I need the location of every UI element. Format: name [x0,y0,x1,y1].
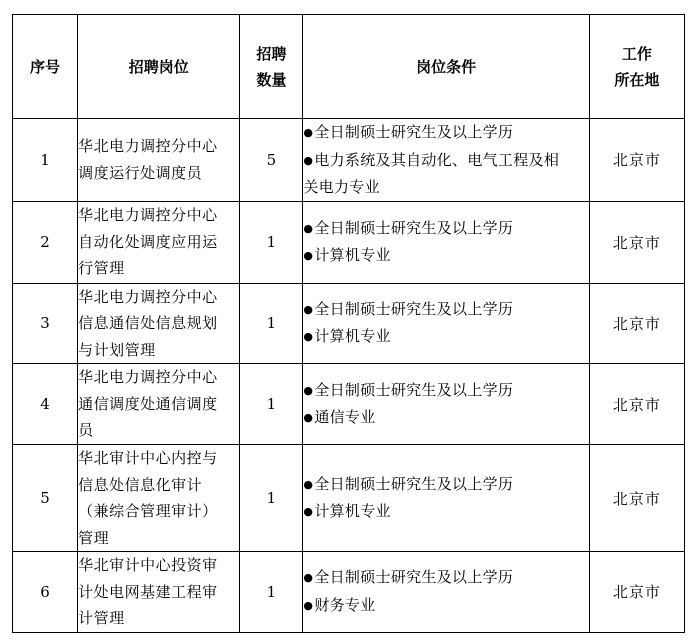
title-line: 行管理 [78,259,125,278]
requirement-text: 全日制硕士研究生及以上学历 [314,568,514,587]
bullet-icon: ● [303,221,314,235]
header-location-line2: 所在地 [614,70,660,89]
bullet-icon: ● [303,571,314,585]
title-line: 计管理 [78,609,125,627]
title-line: 华北审计中心内控与 [78,449,218,467]
table-row [13,119,685,202]
requirement-item [303,119,588,147]
row-qty: 1 [240,552,303,633]
bullet-icon: ● [303,477,314,491]
requirement-item [303,242,588,270]
bullet-icon: ● [303,505,314,518]
row-requirements [303,364,589,445]
row-no: 3 [13,283,78,364]
bullet-icon: ● [303,411,314,424]
requirement-text: 计算机专业 [314,327,391,346]
requirement-item [303,147,588,175]
requirement-text: 财务专业 [314,595,376,614]
header-qty [240,15,303,119]
title-line: 华北电力调控分中心 [78,137,218,156]
title-line: 通信调度处通信调度 [78,394,218,413]
title-line: 华北电力调控分中心 [78,206,218,225]
row-title [78,364,240,445]
row-requirements [303,283,589,364]
row-requirements [303,201,589,283]
requirement-item [303,564,588,592]
title-line: 信息处信息化审计 [78,475,203,494]
row-title [78,552,240,633]
row-no: 6 [13,552,78,633]
requirement-continuation: 关电力专业 [303,178,380,196]
row-qty: 1 [240,445,303,552]
requirement-item [303,471,588,499]
row-title [78,445,240,552]
row-no: 4 [13,364,78,445]
bullet-icon: ● [303,126,314,139]
row-requirements [303,119,589,202]
requirement-text: 通信专业 [314,408,376,426]
requirement-text: 电力系统及其自动化、电气工程及相 [314,150,560,169]
requirement-item [303,296,588,324]
requirement-item [303,215,588,243]
bullet-icon: ● [303,598,314,612]
title-line: 调度运行处调度员 [78,163,203,182]
requirement-item [303,377,588,405]
header-requirements: 岗位条件 [303,15,589,119]
row-no: 1 [13,119,78,202]
row-location: 北京市 [589,552,684,633]
row-qty: 1 [240,201,303,283]
table-row [13,201,685,283]
bullet-icon: ● [303,383,314,397]
bullet-icon: ● [303,249,314,262]
row-qty: 5 [240,119,303,202]
table-header-row [13,15,685,119]
table-row [13,552,685,633]
title-line: 管理 [78,528,110,547]
header-location-line1: 工作 [621,44,652,63]
requirement-item [303,592,588,620]
row-qty: 1 [240,283,303,364]
row-location: 北京市 [589,364,684,445]
row-location: 北京市 [589,119,684,202]
bullet-icon: ● [303,153,314,167]
table-row [13,445,685,552]
row-location: 北京市 [589,283,684,364]
row-location: 北京市 [589,445,684,552]
title-line: 与计划管理 [78,340,156,359]
table-row [13,364,685,445]
row-requirements [303,552,589,633]
requirement-text: 全日制硕士研究生及以上学历 [314,299,514,318]
title-line: 计处电网基建工程审 [78,582,218,601]
requirement-text: 计算机专业 [314,246,391,264]
requirement-text: 全日制硕士研究生及以上学历 [314,474,514,493]
row-title [78,201,240,283]
requirement-text: 全日制硕士研究生及以上学历 [314,380,514,399]
requirement-item [303,498,588,526]
title-line: 华北审计中心投资审 [78,556,218,574]
row-requirements [303,445,589,552]
row-qty: 1 [240,364,303,445]
header-qty-line1: 招聘 [256,44,287,63]
requirement-text: 计算机专业 [314,502,391,520]
bullet-icon: ● [303,302,314,316]
title-line: 信息通信处信息规划 [78,314,218,332]
row-location: 北京市 [589,201,684,283]
title-line: 员 [78,421,94,440]
bullet-icon: ● [303,330,314,344]
row-title [78,119,240,202]
requirement-item [303,323,588,351]
requirement-text: 全日制硕士研究生及以上学历 [314,123,514,141]
title-line: 华北电力调控分中心 [78,368,218,387]
row-no: 2 [13,201,78,283]
title-line: （兼综合管理审计） [78,502,218,520]
requirement-item [303,404,588,432]
header-no: 序号 [13,15,78,119]
row-no: 5 [13,445,78,552]
header-title: 招聘岗位 [78,15,240,119]
requirement-text: 全日制硕士研究生及以上学历 [314,218,514,237]
row-title [78,283,240,364]
title-line: 华北电力调控分中心 [78,287,218,306]
header-location [589,15,684,119]
table-row [13,283,685,364]
header-qty-line2: 数量 [256,70,287,89]
recruitment-table [12,14,685,633]
title-line: 自动化处调度应用运 [78,232,218,251]
